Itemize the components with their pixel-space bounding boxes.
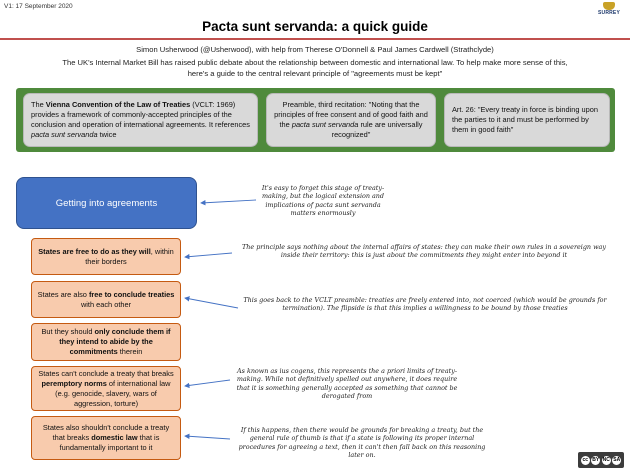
- preamble-text-post: rule are universally recognized": [331, 120, 423, 139]
- principle-5-bold: domestic law: [91, 433, 138, 442]
- principle-2-bold: free to conclude treaties: [88, 289, 175, 299]
- arrow-2: [185, 253, 232, 257]
- creative-commons-badge: [578, 452, 624, 468]
- crest-icon: [603, 2, 615, 10]
- principle-2-post: with each other: [80, 299, 132, 309]
- annotation-3: This goes back to the VCLT preamble: treaties are freely entered into, not coerced (which would be grounds for termination). The flipside is that this implies a willingness to be bound by those treaties: [243, 296, 607, 313]
- preamble-text-italic: pacta sunt servanda: [291, 120, 359, 129]
- arrow-1: [201, 200, 256, 203]
- principle-2-pre: States are also: [37, 289, 89, 299]
- cc-icon: cc: [582, 456, 589, 463]
- principle-3-bold: only conclude them if they intend to abide by the commitments: [59, 327, 171, 356]
- vclt-text-mid: (VCLT: 1969) provides a framework of commonly-accepted principles of the conclusion and operation of international agreements. It references: [31, 100, 250, 129]
- principle-4-bold: peremptory norms: [41, 378, 107, 388]
- preamble-text-pre: Preamble, third recitation: "Noting that the principles of free consent and of good faith and the: [274, 100, 428, 129]
- annotation-5: If this happens, then there would be grounds for breaking a treaty, but the general rule of thumb is that if a state is following its proper internal procedures for agreeing a text, then it can't then fall back on this reasoning later on.: [238, 426, 486, 459]
- principle-box-5: [31, 416, 181, 460]
- title-divider: [0, 38, 630, 40]
- authors-line: Simon Usherwood (@Usherwood), with help from Therese O'Donnell & Paul James Cardwell (Strathclyde): [136, 45, 494, 54]
- getting-into-agreements-box: Getting into agreements: [16, 177, 197, 229]
- principle-5-post: that is fundamentally important to it: [59, 433, 160, 452]
- preamble-box: [266, 93, 436, 147]
- principle-4-pre: States can't conclude a treaty that breaks: [38, 368, 174, 378]
- annotation-1: It's easy to forget this stage of treaty-making, but the logical extension and implications of pacta sunt servanda matters enormously: [261, 184, 385, 217]
- principle-5-pre: States also shouldn't conclude a treaty that breaks: [42, 423, 170, 442]
- vclt-text-italic: pacta sunt servanda: [31, 130, 98, 139]
- arrow-5: [185, 436, 230, 439]
- version-label: V1: 17 September 2020: [4, 3, 73, 10]
- nc-icon: NC: [602, 456, 610, 463]
- principle-3-post: therein: [117, 347, 143, 356]
- vclt-text-post: twice: [97, 130, 117, 139]
- arrow-3: [185, 298, 238, 308]
- annotation-4: As known as ius cogens, this represents the a priori limits of treaty-making. While not definitively spelled out anywhere, it does require that it is something generally accepted as something that cannot be derogated from: [236, 367, 458, 400]
- vclt-box: [23, 93, 258, 147]
- principle-box-3: [31, 323, 181, 361]
- principle-box-1: [31, 238, 181, 275]
- sa-icon: SA: [613, 456, 621, 463]
- university-logo: [596, 2, 622, 18]
- principle-1-post: , within their borders: [85, 246, 174, 266]
- page-title: Pacta sunt servanda: a quick guide: [202, 19, 428, 34]
- vclt-text-pre: The: [31, 100, 46, 109]
- logo-wordmark: SURREY: [597, 10, 621, 16]
- by-icon: BY: [592, 456, 600, 463]
- arrow-4: [185, 380, 230, 386]
- vclt-text-bold: Vienna Convention of the Law of Treaties: [45, 100, 191, 109]
- principle-box-2: [31, 281, 181, 318]
- principle-4-post: of international law (e.g. genocide, slavery, wars of aggression, torture): [55, 378, 171, 408]
- principle-3-pre: But they should: [41, 327, 95, 336]
- principle-1-bold: States are free to do as they will: [38, 246, 151, 256]
- art26-text: Art. 26: "Every treaty in force is binding upon the parties to it and must be performed by them in good faith": [452, 105, 598, 134]
- principle-box-4: [31, 366, 181, 411]
- art26-box: [444, 93, 610, 147]
- intro-text: The UK's Internal Market Bill has raised public debate about the relationship between domestic and international law. To help make more sense of this, here's a guide to the central relevant principle of "agreements must be kept": [62, 58, 568, 78]
- annotation-2: The principle says nothing about the internal affairs of states: they can make their own rules in a sovereign way inside their territory: this is just about the commitments they might enter into beyond it: [242, 243, 606, 260]
